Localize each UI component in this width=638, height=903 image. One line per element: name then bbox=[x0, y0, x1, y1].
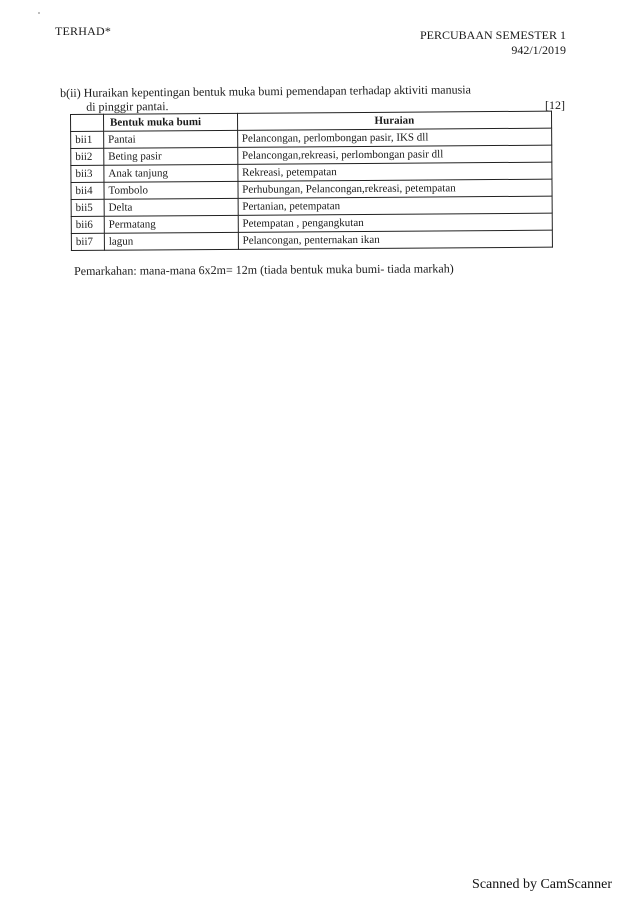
row-description: Pelancongan,rekreasi, perlombongan pasir dll bbox=[237, 145, 551, 164]
row-landform: Permatang bbox=[104, 215, 238, 233]
row-description: Rekreasi, petempatan bbox=[238, 162, 552, 181]
row-description: Perhubungan, Pelancongan,rekreasi, petempatan bbox=[238, 179, 552, 198]
row-code: bii2 bbox=[71, 148, 104, 165]
row-landform: Pantai bbox=[104, 130, 238, 148]
scanner-watermark: Scanned by CamScanner bbox=[472, 877, 612, 892]
question-marks: [12] bbox=[545, 98, 565, 112]
scan-speck bbox=[38, 12, 40, 14]
row-code: bii7 bbox=[71, 233, 104, 250]
row-description: Pelancongan, perlombongan pasir, IKS dll bbox=[237, 128, 551, 147]
row-landform: Anak tanjung bbox=[104, 164, 238, 182]
row-landform: Delta bbox=[104, 198, 238, 216]
marking-note: Pemarkahan: mana-mana 6x2m= 12m (tiada bentuk muka bumi- tiada markah) bbox=[74, 261, 454, 278]
row-code: bii4 bbox=[71, 182, 104, 199]
question-line-2: di pinggir pantai. bbox=[86, 99, 169, 114]
row-landform: Tombolo bbox=[104, 181, 238, 199]
question-line-1: b(ii) Huraikan kepentingan bentuk muka bumi pemendapan terhadap aktiviti manusia bbox=[60, 82, 471, 100]
row-landform: lagun bbox=[104, 232, 238, 250]
row-description: Pelancongan, penternakan ikan bbox=[238, 230, 552, 249]
row-landform: Beting pasir bbox=[104, 147, 238, 165]
header-bentuk-muka-bumi: Bentuk muka bumi bbox=[103, 113, 237, 131]
row-description: Pertanian, petempatan bbox=[238, 196, 552, 215]
table-row bbox=[71, 230, 552, 250]
row-code: bii3 bbox=[71, 165, 104, 182]
row-code: bii6 bbox=[71, 216, 104, 233]
row-code: bii1 bbox=[71, 131, 104, 148]
answer-table bbox=[70, 111, 553, 251]
row-code: bii5 bbox=[71, 199, 104, 216]
row-description: Petempatan , pengangkutan bbox=[238, 213, 552, 232]
header-code bbox=[71, 114, 104, 131]
exam-code: 942/1/2019 bbox=[511, 43, 566, 57]
question-text bbox=[60, 81, 580, 114]
header-huraian: Huraian bbox=[237, 111, 551, 130]
exam-title: PERCUBAAN SEMESTER 1 bbox=[419, 28, 566, 42]
classification-label: TERHAD* bbox=[55, 24, 112, 38]
exam-header bbox=[420, 28, 566, 58]
